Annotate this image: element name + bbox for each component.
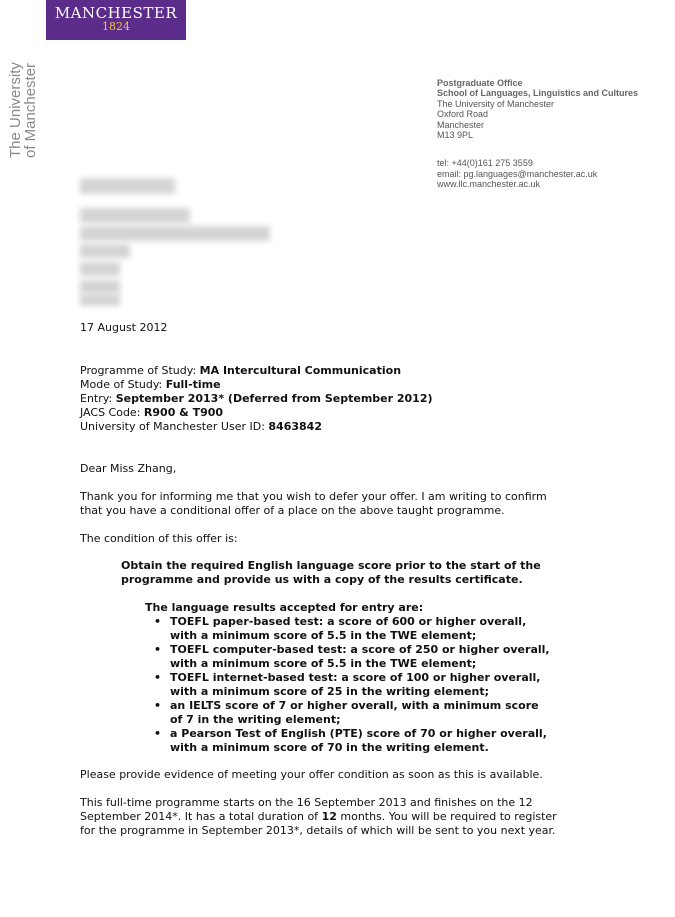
- label: JACS Code:: [80, 406, 141, 419]
- item-line: with a minimum score of 70 in the writing element.: [170, 741, 489, 754]
- redacted-address-line: [80, 208, 190, 223]
- programme-of-study: [80, 364, 401, 378]
- value: September 2013* (Deferred from September 2012): [115, 392, 433, 405]
- office-title: Postgraduate Office: [437, 78, 523, 88]
- salutation: Dear Miss Zhang,: [80, 462, 177, 475]
- office-email: email: pg.languages@manchester.ac.uk: [437, 168, 598, 179]
- item-line: • a Pearson Test of English (PTE) score of 70 or higher overall,: [170, 727, 547, 740]
- paragraph-line: that you have a conditional offer of a place on the above taught programme.: [80, 504, 505, 517]
- item-line: with a minimum score of 25 in the writing element;: [170, 685, 490, 698]
- vertical-name-line1: The University: [7, 62, 24, 158]
- redacted-recipient-name: [80, 178, 175, 194]
- item-line: • an IELTS score of 7 or higher overall, with a minimum score: [170, 699, 539, 712]
- closing-line: [80, 810, 557, 824]
- language-requirements-list: [152, 615, 582, 755]
- list-item: [152, 643, 582, 671]
- offer-condition: [121, 559, 581, 587]
- label: Mode of Study:: [80, 378, 163, 391]
- label: Programme of Study:: [80, 364, 197, 377]
- vertical-name-line2: of Manchester: [22, 62, 39, 158]
- office-school: School of Languages, Linguistics and Cultures: [437, 88, 639, 99]
- label: Entry:: [80, 392, 113, 405]
- redacted-address-line: [80, 280, 120, 294]
- condition-intro: The condition of this offer is:: [80, 532, 238, 545]
- paragraph-line: Thank you for informing me that you wish to defer your offer. I am writing to confirm: [80, 490, 547, 503]
- address-line: Oxford Road: [437, 109, 489, 120]
- letter-date: 17 August 2012: [80, 321, 168, 334]
- logo-name: MANCHESTER: [54, 4, 178, 22]
- entry: [80, 392, 433, 406]
- item-line: with a minimum score of 5.5 in the TWE element;: [170, 657, 477, 670]
- item-line: • TOEFL computer-based test: a score of 250 or higher overall,: [170, 643, 550, 656]
- redacted-address-line: [80, 244, 130, 258]
- redacted-address-line: [80, 226, 270, 241]
- university-logo: [46, 0, 186, 40]
- item-line: of 7 in the writing element;: [170, 713, 341, 726]
- text: September 2014*. It has a total duration of: [80, 810, 322, 823]
- closing-line: for the programme in September 2013*, details of which will be sent to you next year.: [80, 824, 556, 837]
- item-line: with a minimum score of 5.5 in the TWE element;: [170, 629, 477, 642]
- condition-line: Obtain the required English language score prior to the start of the: [121, 559, 541, 572]
- address-line: M13 9PL: [437, 130, 474, 141]
- value: MA Intercultural Communication: [199, 364, 402, 377]
- value: Full-time: [165, 378, 221, 391]
- value: R900 & T900: [143, 406, 224, 419]
- list-item: [152, 615, 582, 643]
- item-line: • TOEFL paper-based test: a score of 600 or higher overall,: [170, 615, 527, 628]
- duration-months: 12: [321, 810, 337, 823]
- value: 8463842: [268, 420, 322, 433]
- user-id: [80, 420, 322, 434]
- text: months. You will be required to register: [336, 810, 557, 823]
- vertical-university-name: [7, 62, 39, 158]
- accepted-results-title: The language results accepted for entry are:: [145, 601, 424, 614]
- office-website: www.llc.manchester.ac.uk: [437, 179, 541, 190]
- redacted-address-line: [80, 294, 120, 306]
- list-item: [152, 671, 582, 699]
- evidence-request: Please provide evidence of meeting your offer condition as soon as this is available.: [80, 768, 543, 781]
- address-line: Manchester: [437, 119, 485, 130]
- office-phone: tel: +44(0)161 275 3559: [437, 158, 533, 169]
- redacted-address-line: [80, 262, 120, 276]
- list-item: [152, 699, 582, 727]
- address-line: The University of Manchester: [437, 98, 555, 109]
- mode-of-study: [80, 378, 221, 392]
- logo-year: 1824: [102, 20, 130, 33]
- closing-line: This full-time programme starts on the 16 September 2013 and finishes on the 12: [80, 796, 533, 809]
- list-item: [152, 727, 582, 755]
- jacs-code: [80, 406, 223, 420]
- condition-line: programme and provide us with a copy of the results certificate.: [121, 573, 523, 586]
- label: University of Manchester User ID:: [80, 420, 265, 433]
- office-address-block: [437, 78, 638, 190]
- item-line: • TOEFL internet-based test: a score of 100 or higher overall,: [170, 671, 541, 684]
